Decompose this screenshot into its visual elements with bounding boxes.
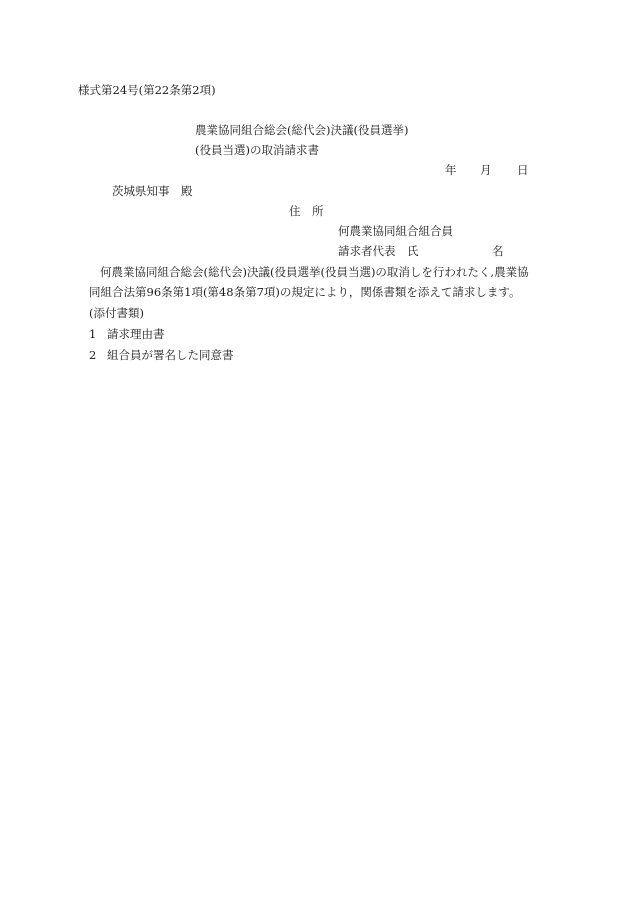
attachment-number: 1 [89,327,97,341]
attachment-label: 組合員が署名した同意書 [107,348,234,362]
form-number: 様式第24号(第22条第2項) [78,83,216,97]
body-text-line-1: 何農業協同組合総会(総代会)決議(役員選挙(役員当選)の取消しを行われたく,農業協 [100,265,529,279]
addressee: 茨城県知事 殿 [112,184,193,198]
representative-label: 請求者代表 氏 [338,244,419,258]
body-text-line-2: 同組合法第96条第1項(第48条第7項)の規定により，関係書類を添えて請求します。 [89,285,521,299]
date-month-label: 月 [480,163,492,177]
document-title-line-2: (役員当選)の取消請求書 [195,143,319,157]
date-year-label: 年 [445,163,457,177]
representative-name-suffix: 名 [492,244,504,258]
association-name: 何農業協同組合組合員 [338,224,453,238]
document-title-line-1: 農業協同組合総会(総代会)決議(役員選挙) [195,123,409,137]
date-day-label: 日 [517,163,529,177]
attachment-label: 請求理由書 [107,327,165,341]
address-label: 住 所 [289,204,324,218]
attachment-item [89,350,234,362]
attachment-item [89,329,165,341]
attachment-number: 2 [89,348,97,362]
attachments-header: (添付書類) [89,306,144,320]
